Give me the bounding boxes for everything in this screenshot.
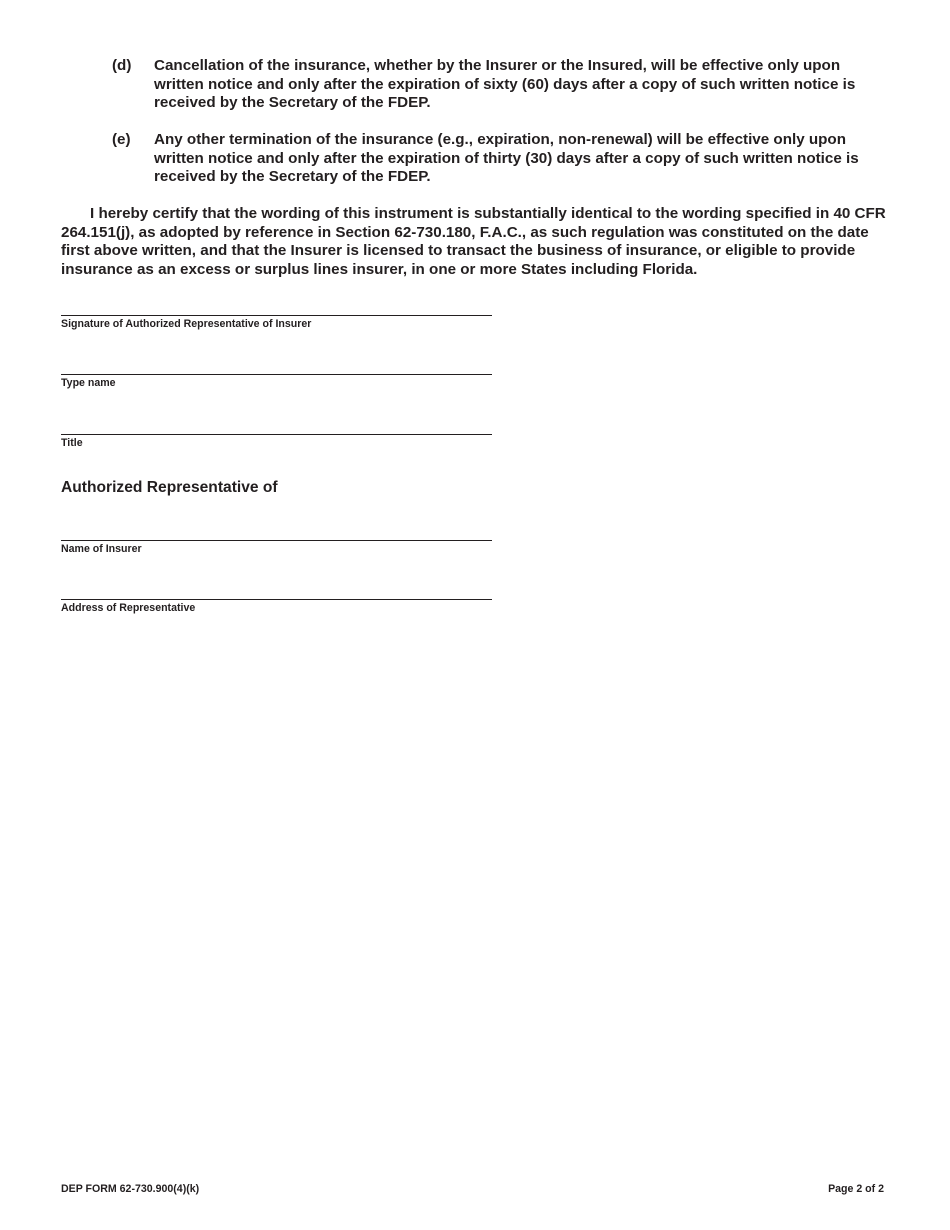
signature-label: Signature of Authorized Representative of Insurer [61,318,312,330]
certification-paragraph: I hereby certify that the wording of this instrument is substantially identical to the wording specified in 40 CFR 264.151(j), as adopted by reference in Section 62-730.180, F.A.C., as such regulation was constituted on the date first above written, and that the Insurer is licensed to transact the business of insurance, or eligible to provide insurance as an excess or surplus lines insurer, in one or more States including Florida. [61,205,886,279]
title-label: Title [61,437,83,449]
clause-d-label: (d) [112,57,132,74]
clause-e-label: (e) [112,131,131,148]
clause-e [112,131,882,187]
insurer-name-label: Name of Insurer [61,543,142,555]
address-line[interactable] [61,599,492,600]
clause-e-text: Any other termination of the insurance (e.g., expiration, non-renewal) will be effective only upon written notice and only after the expiration of thirty (30) days after a copy of such written notice is received by the Secretary of the FDEP. [154,131,859,186]
clause-d-text: Cancellation of the insurance, whether by the Insurer or the Insured, will be effective only upon written notice and only after the expiration of sixty (60) days after a copy of such written notice is received by the Secretary of the FDEP. [154,57,856,112]
clause-d [112,57,882,113]
address-label: Address of Representative [61,602,196,614]
title-line[interactable] [61,434,492,435]
page-number: Page 2 of 2 [828,1183,884,1195]
authorized-representative-heading: Authorized Representative of [61,479,278,496]
signature-line[interactable] [61,315,492,316]
insurer-name-line[interactable] [61,540,492,541]
form-number: DEP FORM 62-730.900(4)(k) [61,1183,200,1195]
type-name-label: Type name [61,377,116,389]
type-name-line[interactable] [61,374,492,375]
